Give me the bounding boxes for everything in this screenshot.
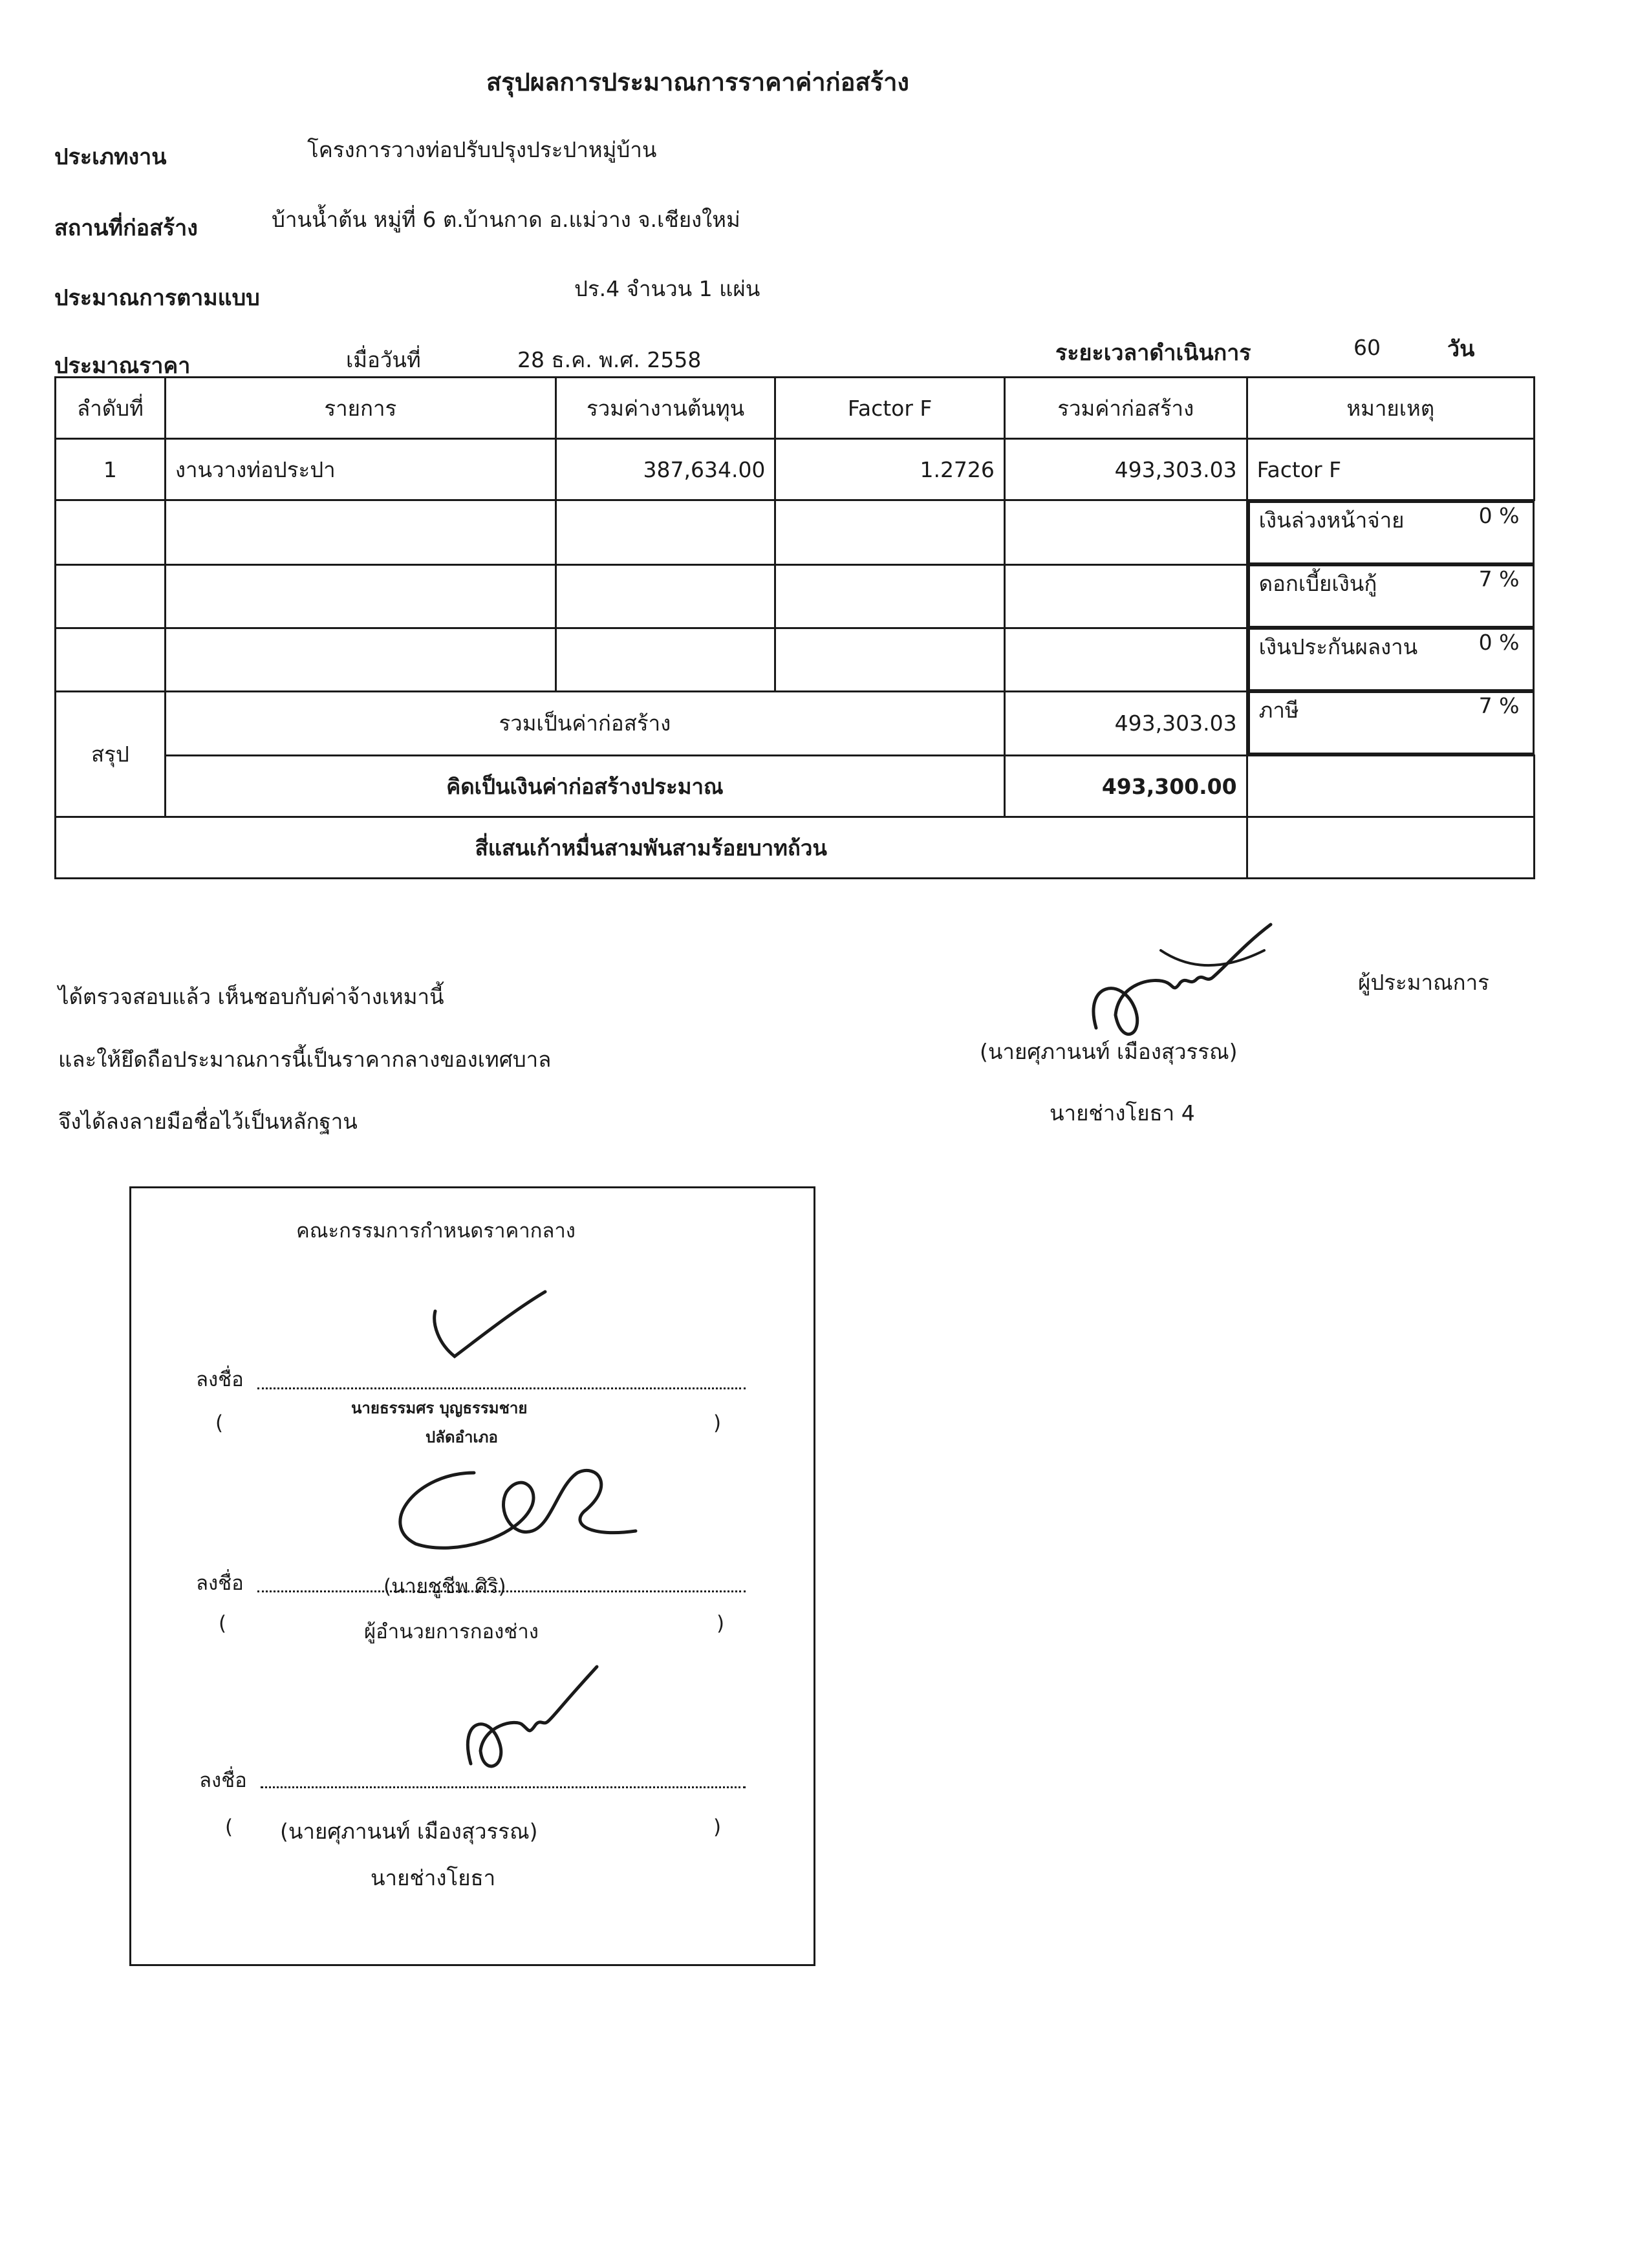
duration-value: 60 [1353,335,1381,360]
work-type-label: ประเภทงาน [54,144,167,170]
empty-cell [555,628,775,691]
remark-interest [1248,564,1535,628]
date-label: เมื่อวันที่ [346,347,421,372]
empty-cell [775,628,1004,691]
header-cost: รวมค่างานต้นทุน [555,378,775,439]
remark-advance-value: 0 % [1478,503,1520,528]
signature-line-1 [257,1387,746,1389]
work-type-value: โครงการวางท่อปรับปรุงประปาหมู่บ้าน [307,137,657,162]
remark-advance [1248,501,1535,564]
official-stamp-line-2: ปลัดอำเภอ [426,1428,498,1446]
empty-cell [56,628,166,691]
empty-cell [1004,628,1247,691]
estimator-name: (นายศุภานนท์ เมืองสุวรรณ) [980,1039,1238,1064]
row1-no: 1 [56,439,166,500]
committee-signature-3-icon [458,1654,607,1786]
member2-position: ผู้อำนวยการกองช่าง [364,1620,539,1643]
empty-cell [165,628,555,691]
approval-line-1: ได้ตรวจสอบแล้ว เห็นชอบกับค่าจ้างเหมานี้ [58,984,444,1009]
header-remark: หมายเหตุ [1247,378,1534,439]
empty-cell [56,564,166,628]
estimate-value: 493,300.00 [1004,756,1247,817]
table-row [56,756,1535,817]
empty-cell [775,564,1004,628]
remark-tax-label: ภาษี [1258,698,1299,723]
approval-line-3: จึงได้ลงลายมือชื่อไว้เป็นหลักฐาน [58,1109,358,1134]
estimator-position: นายช่างโยธา 4 [1050,1100,1195,1126]
empty-cell [165,500,555,565]
amount-in-words: สี่แสนเก้าหมื่นสามพันสามร้อยบาทถ้วน [56,817,1247,879]
row1-remark: Factor F [1247,439,1534,500]
by-design-label: ประมาณการตามแบบ [54,285,260,311]
header-item: รายการ [165,378,555,439]
empty-cell [1247,756,1534,817]
header-total: รวมค่าก่อสร้าง [1004,378,1247,439]
empty-cell [56,500,166,565]
official-stamp-line-1: นายธรรมศร บุญธรรมชาย [351,1399,528,1417]
table-row [56,564,1535,628]
sign-label-1: ลงชื่อ [196,1368,244,1391]
remark-interest-value: 7 % [1478,566,1520,592]
committee-box [129,1186,815,1966]
table-row [56,500,1535,565]
empty-cell [775,500,1004,565]
duration-label: ระยะเวลาดำเนินการ [1055,340,1251,366]
remark-advance-label: เงินล่วงหน้าจ่าย [1258,508,1405,533]
table-row [56,817,1535,879]
site-value: บ้านน้ำต้น หมู่ที่ 6 ต.บ้านกาด อ.แม่วาง จ.เชียงใหม่ [272,207,740,232]
table-header-row [56,378,1535,439]
paren-open-2: ( [219,1612,227,1635]
sign-label-3: ลงชื่อ [199,1769,247,1792]
estimator-role: ผู้ประมาณการ [1358,970,1489,995]
approval-line-2: และให้ยึดถือประมาณการนี้เป็นราคากลางของเทศบาล [58,1047,552,1072]
cost-summary-table [54,376,1535,879]
paren-open-1: ( [215,1411,224,1435]
table-row [56,439,1535,500]
paren-open-3: ( [225,1815,233,1839]
duration-unit: วัน [1447,336,1475,362]
table-row [56,691,1535,756]
row1-factor: 1.2726 [775,439,1004,500]
table-row [56,628,1535,691]
committee-signature-1-icon [429,1285,558,1378]
empty-cell [1004,500,1247,565]
row1-cost: 387,634.00 [555,439,775,500]
estimate-label: ประมาณราคา [54,353,191,379]
remark-guarantee-label: เงินประกันผลงาน [1258,634,1418,659]
member3-position: นายช่างโยธา [371,1865,496,1890]
empty-cell [1004,564,1247,628]
signature-line-3 [261,1786,746,1788]
remark-tax [1248,691,1535,754]
sum-label: รวมเป็นค่าก่อสร้าง [165,691,1004,756]
empty-cell [555,564,775,628]
empty-cell [165,564,555,628]
paren-close-1: ) [713,1411,722,1435]
site-label: สถานที่ก่อสร้าง [54,215,198,241]
remark-interest-label: ดอกเบี้ยเงินกู้ [1258,571,1377,596]
remark-guarantee-value: 0 % [1478,630,1520,655]
sum-value: 493,303.03 [1004,691,1247,756]
committee-signature-2-icon [377,1447,649,1579]
sign-label-2: ลงชื่อ [196,1572,244,1595]
estimate-label-cell: คิดเป็นเงินค่าก่อสร้างประมาณ [165,756,1004,817]
committee-title: คณะกรรมการกำหนดราคากลาง [296,1219,576,1243]
by-design-value: ปร.4 จำนวน 1 แผ่น [574,276,760,301]
row1-item: งานวางท่อประปา [165,439,555,500]
paren-close-2: ) [717,1612,725,1635]
empty-cell [555,500,775,565]
remark-tax-value: 7 % [1478,693,1520,718]
member3-name: (นายศุภานนท์ เมืองสุวรรณ) [280,1819,538,1844]
remark-guarantee [1248,628,1535,691]
header-no: ลำดับที่ [56,378,166,439]
header-factor: Factor F [775,378,1004,439]
row1-total: 493,303.03 [1004,439,1247,500]
member2-name: (นายชูชีพ ศิริ) [383,1575,506,1598]
summary-label: สรุป [56,691,166,817]
document-title: สรุปผลการประมาณการราคาค่าก่อสร้าง [486,68,909,96]
paren-close-3: ) [713,1815,722,1839]
date-value: 28 ธ.ค. พ.ศ. 2558 [517,347,702,372]
empty-cell [1247,817,1534,879]
